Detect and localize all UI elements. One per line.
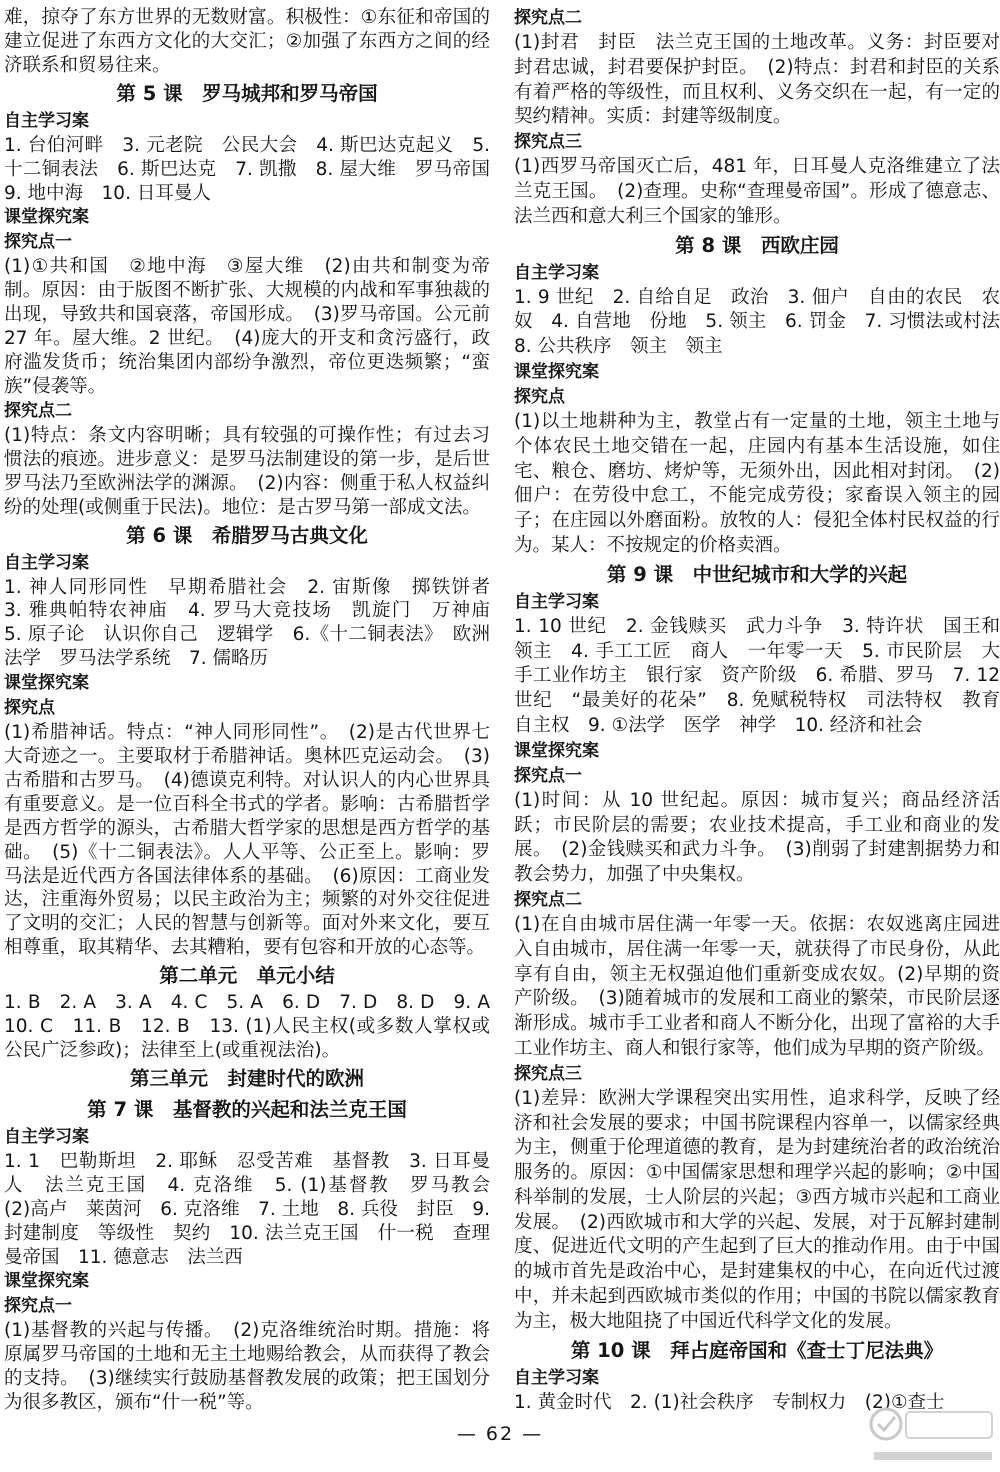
paragraph: 1. 9 世纪 2. 自给自足 政治 3. 佃户 自由的农民 农奴 4. 自营地 份地 5. 领主 6. 罚金 7. 习惯法或村法 8. 公共秩序 领主 领主 (514, 286, 1000, 358)
left-column (4, 6, 509, 1415)
section-heading: 课堂探究案 (4, 673, 89, 694)
paragraph: 难，掠夺了东方世界的无数财富。积极性：①东征和帝国的建立促进了东西方文化的大交汇；②加强了东西方之间的经济联系和贸易往来。 (4, 7, 490, 76)
section-heading: 探究点二 (4, 400, 72, 421)
section-heading: 探究点 (514, 386, 565, 407)
section-heading: 自主学习案 (514, 1367, 599, 1388)
section-heading: 探究点一 (514, 765, 582, 786)
paragraph: (1)以土地耕种为主，教堂占有一定量的土地，领主土地与个体农民土地交错在一起，庄园内有基本生活设施，如住宅、粮仓、磨坊、烤炉等，无须外出，因此相对封闭。 (2)佃户：在劳役中怠工，不能完成劳役；家畜误入领主的园子；在庄园以外磨面粉。放牧的人：侵犯全体村民权益的行为。某人：不按规定的价格卖酒。 (514, 410, 1000, 556)
section-heading: 探究点一 (4, 1296, 72, 1317)
lesson-heading: 第 5 课 罗马城邦和罗马帝国 (116, 81, 378, 105)
section-heading: 自主学习案 (4, 1126, 89, 1147)
right-column (514, 6, 1000, 1415)
paragraph: 1. 黄金时代 2. (1)社会秩序 专制权力 (2)①查士 (514, 1391, 945, 1413)
lesson-heading: 第二单元 单元小结 (159, 964, 335, 988)
section-heading: 自主学习案 (4, 552, 89, 573)
paragraph: 1. 台伯河畔 3. 元老院 公民大会 4. 斯巴达克起义 5. 十二铜表法 6. 斯巴达克 7. 凯撒 8. 屋大维 罗马帝国 9. 地中海 10. 日耳曼人 (4, 134, 509, 204)
lesson-heading: 第 10 课 拜占庭帝国和《查士丁尼法典》 (570, 1338, 944, 1362)
paragraph: (1)封君 封臣 法兰克王国的土地改革。义务：封臣要对封君忠诚，封君要保护封臣。 (2)特点：封君和封臣的关系有着严格的等级性，而且权利、义务交织在一起，有一定的契约精神。实质：封建等级制度。 (514, 32, 1000, 128)
lesson-heading: 第 9 课 中世纪城市和大学的兴起 (606, 562, 908, 586)
lesson-heading: 第 7 课 基督教的兴起和法兰克王国 (87, 1097, 407, 1121)
section-heading: 探究点三 (514, 1063, 582, 1084)
section-heading: 课堂探究案 (514, 361, 599, 382)
section-heading: 自主学习案 (514, 262, 599, 283)
paragraph: (1)①共和国 ②地中海 ③屋大维 (2)由共和制变为帝制。原因：由于版图不断扩张、大规模的内战和军事独裁的出现，导致共和国衰落，帝国形成。 (3)罗马帝国。公元前 27 年。屋大维。2 世纪。 (4)庞大的开支和贪污盛行，政府滥发货币；统治集团内部纷争激烈，帝位更迭频繁；“蛮族”侵袭等。 (4, 256, 490, 397)
lesson-heading: 第三单元 封建时代的欧洲 (129, 1066, 364, 1090)
section-heading: 自主学习案 (4, 110, 89, 131)
paragraph: (1)特点：条文内容明晰；具有较强的可操作性；有过去习惯法的痕迹。进步意义：是罗马法制建设的第一步，是后世罗马法乃至欧洲法学的渊源。 (2)内容：侧重于私人权益纠纷的处理(或侧重于民法)。地位：是古罗马第一部成文法。 (4, 424, 490, 518)
paragraph: 1. B 2. A 3. A 4. C 5. A 6. D 7. D 8. D 9. A 10. C 11. B 12. B 13. (1)人民主权(或多数人掌权或公民广泛参政)；法律至上(或重视法治)。 (4, 992, 509, 1061)
paragraph: (1)时间：从 10 世纪起。原因：城市复兴；商品经济活跃；市民阶层的需要；农业技术提高，手工业和商业的发展。 (2)金钱赎买和武力斗争。 (3)削弱了封建割据势力和教会势力，加强了中央集权。 (514, 789, 1000, 886)
paragraph: (1)希腊神话。特点：“神人同形同性”。 (2)是古代世界七大奇迹之一。主要取材于希腊神话。奥林匹克运动会。 (3)古希腊和古罗马。 (4)德谟克利特。对认识人的内心世界具有重要意义。是一位百科全书式的学者。影响：古希腊哲学是西方哲学的源头，古希腊大哲学家的思想是西方哲学的基础。 (5)《十二铜表法》。人人平等、公正至上。影响：罗马法是近代西方各国法律体系的基础。 (6)原因：工商业发达，注重海外贸易；以民主政治为主；频繁的对外交往促进了文明的交汇；人民的智慧与创新等。面对外来文化，要互相尊重，取其精华、去其糟粕，要有包容和开放的心态等。 (4, 722, 490, 959)
page-number: — 62 — (456, 1423, 544, 1445)
section-heading: 探究点二 (514, 8, 582, 28)
section-heading: 课堂探究案 (4, 207, 89, 228)
page-number-value: 62 (485, 1423, 515, 1445)
paragraph: (1)基督教的兴起与传播。 (2)克洛维统治时期。措施：将原属罗马帝国的土地和无主土地赐给教会，从而获得了教会的支持。 (3)继续实行鼓励基督教发展的政策；把王国划分为很多教区，颁布“什一税”等。 (4, 1320, 490, 1414)
lesson-heading: 第 6 课 希腊罗马古典文化 (126, 523, 368, 547)
lesson-heading: 第 8 课 西欧庄园 (675, 233, 839, 257)
section-heading: 课堂探究案 (4, 1271, 89, 1292)
section-heading: 探究点 (4, 698, 55, 719)
paragraph: (1)在自由城市居住满一年零一天。依据：农奴逃离庄园进入自由城市，居住满一年零一天，就获得了市民身份，从此享有自由，领主无权强迫他们重新变成农奴。(2)早期的资产阶级。 (3)随着城市的发展和工商业的繁荣，市民阶层逐渐形成。城市手工业者和商人不断分化，出现了富裕的大手工业作坊主、商人和银行家等，他们成为早期的资产阶级。 (514, 913, 1000, 1059)
paragraph: 1. 神人同形同性 早期希腊社会 2. 宙斯像 掷铁饼者 3. 雅典帕特农神庙 4. 罗马大竞技场 凯旋门 万神庙 5. 原子论 认识你自己 逻辑学 6.《十二铜表法》 欧洲法学 罗马法学系统 7. 儒略历 (4, 576, 509, 670)
section-heading: 探究点一 (4, 232, 72, 253)
section-heading: 课堂探究案 (514, 740, 599, 761)
section-heading: 探究点二 (514, 889, 582, 910)
paragraph: (1)差异：欧洲大学课程突出实用性，追求科学，反映了经济和社会发展的要求；中国书院课程内容单一，以儒家经典为主，侧重于伦理道德的教育，是为封建统治者的政治统治服务的。原因：①中国儒家思想和理学兴起的影响；②中国科举制的发展，士人阶层的兴起；③西方城市兴起和工商业发展。 (2)西欧城市和大学的兴起、发展，对于瓦解封建制度、促进近代文明的产生起到了巨大的推动作用。由于中国的城市首先是政治中心，是封建集权的中心，在向近代过渡中，并未起到西欧城市类似的作用；中国的书院以儒家教育为主，极大地阻挠了中国近代科学文化的发展。 (514, 1087, 1000, 1332)
paragraph: 1. 10 世纪 2. 金钱赎买 武力斗争 3. 特许状 国王和领主 4. 手工工匠 商人 一年零一天 5. 市民阶层 大手工业作坊主 银行家 资产阶级 6. 希腊、罗马 7. 12 世纪 “最美好的花朵” 8. 免赋税特权 司法特权 教育自主权 9. ①法学 医学 神学 10. 经济和社会 (514, 615, 1000, 736)
section-heading: 探究点三 (514, 132, 582, 153)
paragraph: (1)西罗马帝国灭亡后，481 年，日耳曼人克洛维建立了法兰克王国。 (2)查理。史称“查理曼帝国”。形成了德意志、法兰西和意大利三个国家的雏形。 (514, 156, 1000, 227)
paragraph: 1. 1 巴勒斯坦 2. 耶稣 忍受苦难 基督教 3. 日耳曼人 法兰克王国 4. 克洛维 5. (1)基督教 罗马教会 (2)高卢 莱茵河 6. 克洛维 7. 土地 8. 兵役 封臣 9. 封建制度 等级性 契约 10. 法兰克王国 什一税 查理曼帝国 11. 德意志 法兰西 (4, 1150, 509, 1268)
section-heading: 自主学习案 (514, 591, 599, 612)
